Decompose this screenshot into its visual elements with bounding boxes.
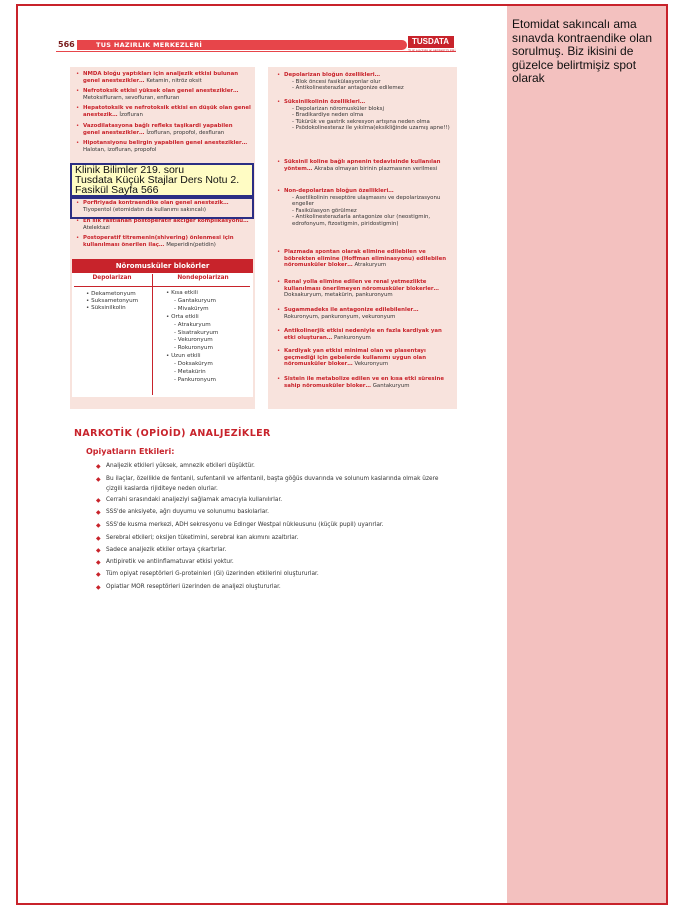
bullet-item [76,140,251,153]
sub-list [284,79,450,92]
table-cell-nondepolarizan: - Vekuronyum [174,337,213,344]
bullet-item [277,328,450,341]
table-cell-nondepolarizan: - Atrakuryum [174,321,211,328]
bullet-dot: • [277,99,281,105]
bullet-dot: • [277,348,281,354]
table-cell-nondepolarizan: • Kısa etkili [166,290,198,296]
bullet-term: Süksinil koline bağlı apnenin tedavisinde kullanılan yöntem… [284,159,441,172]
bullet-item [277,307,450,320]
sub-item: - Blok öncesi fasikülasyonlar olur [292,78,381,85]
section-title: NARKOTİK (OPİOİD) ANALJEZİKLER [74,428,271,439]
opioid-effect-item [96,571,464,578]
section-subtitle: Opiyatların Etkileri: [86,447,175,456]
logo-subtitle: TUS HAZIRLIK MERKEZLERİ [408,49,456,53]
bullet-item [277,348,450,368]
table-cell-nondepolarizan: - Doksakürym [174,361,213,368]
bullet-dot: • [76,235,80,241]
sub-item: - Psödokolinesteraz ile yıkılma(eksikliğinde uzamış apne!!) [292,125,450,132]
annotation-text: Etomidat sakıncalı ama sınavda kontraendike olan sorulmuş. Biz ikisini de güzelce belirtmişiz spot olarak [512,17,653,86]
table-cell-nondepolarizan: • Uzun etkili [166,353,201,360]
bullet-value: Atelektazi [83,224,110,231]
bullet-item [76,71,251,84]
bullet-value: Gantakuryum [372,382,410,389]
bullet-value: Tiyopentol (etomidatın da kullanımı sakıncalı) [83,206,206,213]
bullet-diamond: ◆ [96,571,101,578]
table-cell-nondepolarizan: - Pankuronyum [174,376,216,383]
bullet-value: Meperidin(petidin) [166,241,216,248]
bullet-term: Hipotansiyonu belirgin yapabilen genel anestezikler… [83,140,248,146]
sub-item: - Depolarizan nöromusküler bloksj [292,105,384,112]
page-number: 566 [58,40,75,49]
tusdata-logo [408,36,454,54]
opioid-effect-item [96,584,464,591]
bullet-term: En sık rastlanan postoperatif akciğer komplikasyonu… [83,218,249,224]
bullet-dot: • [76,218,80,224]
bullet-diamond: ◆ [96,463,101,470]
bullet-term: Porfiriyada kontraendike olan genel anestezik… [83,200,229,206]
callout-line-3: Fasikül Sayfa 566 [75,184,159,196]
table-cell-nondepolarizan: - Mivakürym [174,305,209,312]
table-header-rule [74,286,250,287]
opioid-effect-text: Tüm opiyat reseptörleri G-proteinleri (Gi) üzerinden etkilerini oluştururlar. [106,571,319,577]
table-cell-depolarizan: • Suksametonyum [86,298,139,305]
bullet-item [76,235,251,248]
bullet-diamond: ◆ [96,559,101,566]
table-cell-depolarizan: • Süksinilkolin [86,305,126,312]
bullet-value: Rokuronyum, pankuronyum, vekuronyum [284,313,396,320]
opioid-effect-text: Analjezik etkileri yüksek, amnezik etkileri düşüktür. [106,463,255,469]
bullet-dot: • [277,188,281,194]
bullet-dot: • [277,307,281,313]
bullet-value: Akraba olmayan birinin plazmasının verilmesi [314,165,438,172]
opioid-effect-text: çizgili kaslarda rijiditeye neden olurlar. [106,486,218,492]
bullet-term: Depolarizan bloğun özellikleri… [284,72,381,78]
bullet-diamond: ◆ [96,509,101,516]
sub-item: - Antikolinesterazlar antagonize edilemez [292,85,404,92]
bullet-term: NMDA bloğu yaptıkları için analjezik etkisi bulunan genel anestezikler… [83,71,239,84]
bullet-dot: • [76,140,80,146]
header-rule [56,51,456,52]
bullet-dot: • [76,71,80,77]
bullet-dot: • [76,123,80,129]
bullet-dot: • [76,88,80,94]
bullet-dot: • [277,72,281,78]
bullet-value: Vekuronyum [354,361,389,368]
bullet-term: Süksinilkolinin özellikleri… [284,99,366,105]
bullet-term: Kardiyak yan etkisi minimal olan ve plasentayı geçmediği için gebelerde kullanımı uygun olan nöromusküler bloker… [284,348,427,368]
bullet-item [277,188,450,228]
opioid-effect-item [96,509,464,516]
bullet-item [76,123,251,136]
sub-item: - Antikolinesterazlarla antagonize olur (neostigmin, edrofonyum, fizostigmin, piridostigmin) [292,214,431,227]
header-title: TUS HAZIRLIK MERKEZLERİ [96,41,203,49]
bullet-dot: • [277,249,281,255]
bullet-item [277,72,450,92]
annotation-panel [507,6,666,903]
table-cell-nondepolarizan: - Gantakuryum [174,297,216,304]
bullet-item [76,88,251,101]
opioid-effect-text: Cerrahi sırasındaki analjeziyi sağlamak amacıyla kullanılırlar. [106,497,283,503]
bullet-item [277,159,450,172]
sub-item: - Bradikardiye neden olma [292,112,364,119]
bullet-item [277,99,450,132]
bullet-value: İzofluran, propofol, desfluran [146,129,225,136]
bullet-value: Atrakuryum [354,262,387,269]
opioid-effect-item [96,463,464,470]
opioid-effect-item [96,559,464,566]
opioid-effect-item [96,497,464,504]
table-cell-nondepolarizan: - Metakürin [174,369,206,375]
sub-list [284,106,450,132]
bullet-dot: • [277,376,281,382]
opioid-effect-item [106,486,464,493]
opioid-effect-item [96,522,464,529]
opioid-effect-item [96,547,464,554]
bullet-dot: • [277,328,281,334]
opioid-effect-text: Opiatlar MOR reseptörleri üzerinden de analjezi oluştururlar. [106,584,281,590]
bullet-item [277,249,450,269]
bullet-term: Sugammadeks ile antagonize edilebilenler… [284,307,419,313]
opioid-effect-item [96,476,464,483]
bullet-diamond: ◆ [96,547,101,554]
opioid-effect-text: SSS'de kusma merkezi, ADH sekresyonu ve Edinger Westpal nükleusunu (küçük pupil) uyarırlar. [106,522,384,528]
bullet-diamond: ◆ [96,522,101,529]
source-callout [70,163,254,197]
bullet-dot: • [277,159,281,165]
bullet-value: İzofluran [119,111,143,118]
bullet-value: Halotan, izofluran, propofol [83,146,157,153]
bullet-item [76,218,251,231]
bullet-dot: • [76,200,80,206]
bullet-value: Pankuronyum [333,334,371,341]
sub-item: - Fasikülasyon görülmez [292,207,357,214]
table-col-nondepolarizan: Nondepolarizan [177,275,229,281]
logo-text: TUSDATA [412,37,450,46]
opioid-effect-text: Serebral etkileri; oksijen tüketimini, serebral kan akımını azaltırlar. [106,535,299,541]
sub-list [284,195,450,228]
bullet-diamond: ◆ [96,476,101,483]
opioid-effect-text: Bu ilaçlar, özellikle de fentanil, sufentanil ve alfentanil, başta göğüs duvarında ve solunum kaslarında olmak üzere [106,476,439,482]
highlight-box [70,197,254,219]
bullet-term: Postoperatif titremenin(shivering) önlenmesi için kullanılması önerilen ilaç… [83,235,234,248]
opioid-effect-item [96,535,464,542]
bullet-diamond: ◆ [96,584,101,591]
bullet-term: Vazodilatasyona bağlı refleks taşikardi yapabilen genel anestezikler… [83,123,233,136]
table-divider [152,274,153,395]
bullet-term: Nefrotoksik etkisi yüksek olan genel anestezikler… [83,88,239,94]
opioid-effect-text: Sadece analjezik etkiler ortaya çıkartırlar. [106,547,227,553]
bullet-diamond: ◆ [96,535,101,542]
table-col-depolarizan: Depolarizan [92,275,132,281]
callout-line-2: Tusdata Küçük Stajlar Ders Notu 2. [75,174,240,186]
bullet-dot: • [277,279,281,285]
bullet-term: Non-depolarizan bloğun özellikleri… [284,188,394,194]
bullet-item [277,376,450,389]
opioid-effect-text: Antipiretik ve antiinflamatuvar etkisi yoktur. [106,559,234,565]
table-cell-nondepolarizan: • Orta etkili [166,313,199,320]
opioid-effect-text: SSS'de anksiyete, ağrı duyumu ve solunumu baskılarlar. [106,509,269,515]
bullet-item [277,279,450,299]
sub-item: - Asetilkolinin reseptöre ulaşmasını ve depolarizasyonu engeller [292,194,441,208]
bullet-term: Renal yolla elimine edilen ve renal yetmezlikte kullanılması önerilmeyen nöromusküler blokerler… [284,279,439,292]
callout-line-1: Klinik Bilimler 219. soru [75,164,185,176]
sub-item: - Tükürük ve gastrik sekresyon artışına neden olma [292,118,430,125]
table-cell-nondepolarizan: - Sisatrakuryum [174,329,219,336]
bullet-diamond: ◆ [96,497,101,504]
bullet-value: Metoksiflurarn, sevofluran, enfluran [83,94,180,101]
bullet-term: Plazmada spontan olarak elimine edilebilen ve böbrekten elimine (Hoffman eliminasyonu) edilebilen nöromusküler bloker… [284,249,447,269]
bullet-item [76,105,251,118]
bullet-dot: • [76,105,80,111]
table-cell-depolarizan: • Dekametonyum [86,291,136,297]
bullet-term: Antikolinerjik etkisi nedeniyle en fazla kardiyak yan etki oluşturan… [284,328,442,341]
bullet-value: Ketamin, nitröz oksit [146,77,202,84]
bullet-value: Doksakuryum, metakürin, pankuronyum [284,292,393,299]
table-cell-nondepolarizan: - Rokuronyum [174,345,213,352]
bullet-term: Sistein ile metabolize edilen ve en kısa etki süresine sahip nöromusküler bloker… [284,376,444,389]
bullet-term: Hepatotoksik ve nefrotoksik etkisi en düşük olan genel anestezik… [83,105,251,118]
table-title: Nöromusküler blokörler [72,259,253,273]
